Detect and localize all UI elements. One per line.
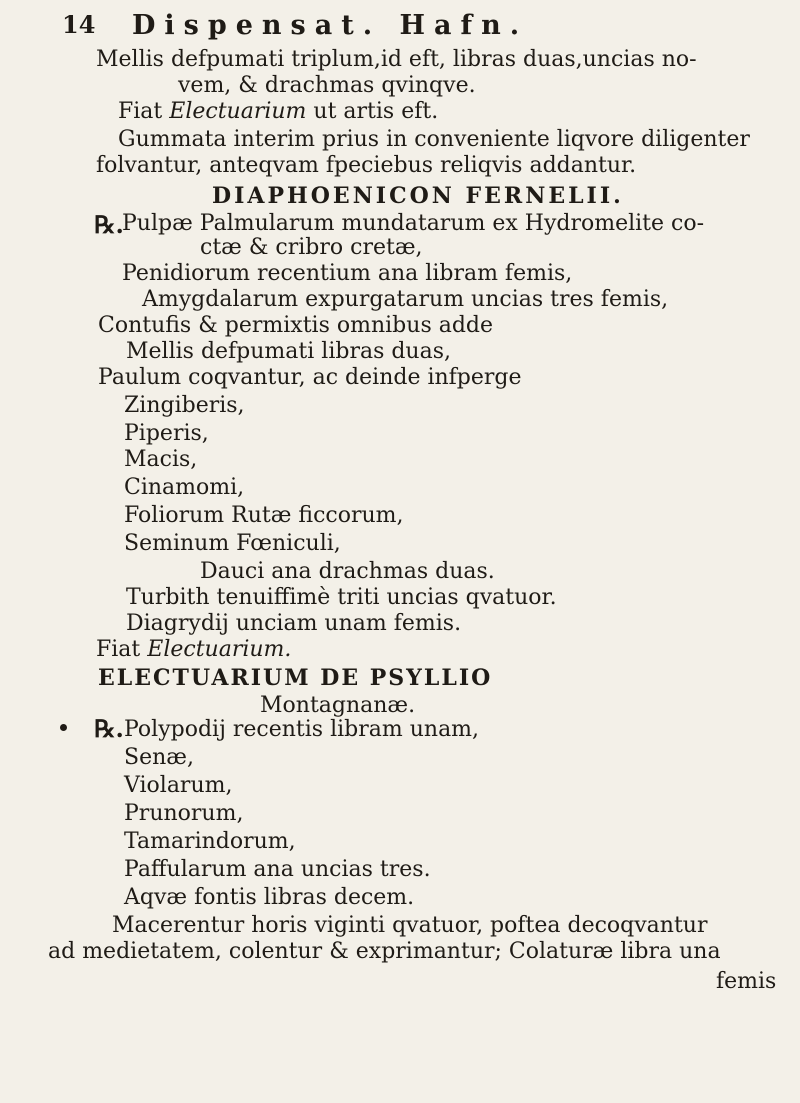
folio-number: 14 — [62, 10, 96, 39]
recipe-heading: DIAPHOENICON FERNELII. — [212, 183, 624, 209]
text-line: Foliorum Rutæ ficcorum, — [124, 503, 404, 528]
text-line: Turbith tenuiffimè triti uncias qvatuor. — [126, 585, 557, 610]
fiat-word: Fiat — [96, 637, 141, 662]
text-line — [96, 636, 291, 664]
text-line: Prunorum, — [124, 801, 244, 826]
fiat-word: Fiat — [118, 99, 163, 124]
text-line: Paffularum ana uncias tres. — [124, 857, 431, 882]
fiat-rest: ut artis eft. — [313, 99, 439, 124]
text-line: Polypodij recentis libram unam, — [124, 717, 480, 742]
text-line: Gummata interim prius in conveniente liqvore diligenter — [118, 127, 750, 152]
recipe-sign: ℞. — [94, 714, 124, 743]
text-line: folvantur, anteqvam fpeciebus reliqvis addantur. — [96, 153, 637, 178]
catchword: femis — [716, 969, 777, 994]
recipe-sign: ℞. — [94, 210, 124, 239]
text-line: Violarum, — [124, 773, 233, 798]
text-line: Tamarindorum, — [124, 829, 296, 854]
electuarium-word: Electuarium. — [147, 637, 292, 662]
recipe-subheading: Montagnanæ. — [260, 693, 416, 718]
page-header — [62, 10, 780, 46]
text-line: Penidiorum recentium ana libram femis, — [122, 261, 573, 286]
text-line: Mellis defpumati libras duas, — [126, 339, 452, 364]
text-line: Cinamomi, — [124, 475, 245, 500]
text-line: Mellis defpumati triplum,id eft, libras duas,uncias no- — [96, 47, 697, 72]
text-line: Senæ, — [124, 745, 194, 770]
text-line: Amygdalarum expurgatarum uncias tres femis, — [142, 287, 669, 312]
text-line: Piperis, — [124, 421, 209, 446]
electuarium-word: Electuarium — [169, 99, 307, 124]
running-head: Dispensat. Hafn. — [132, 10, 529, 41]
text-line: Dauci ana drachmas duas. — [200, 559, 495, 584]
text-line: Macis, — [124, 447, 198, 472]
recipe-heading: ELECTUARIUM DE PSYLLIO — [98, 665, 493, 691]
text-line: Macerentur horis viginti qvatuor, poftea decoqvantur — [112, 913, 708, 938]
text-line: Pulpæ Palmularum mundatarum ex Hydromelite co- — [122, 211, 705, 236]
text-line: Diagrydij unciam unam femis. — [126, 611, 462, 636]
text-line: vem, & drachmas qvinqve. — [178, 73, 476, 98]
text-line: ad medietatem, colentur & exprimantur; Colaturæ libra una — [48, 939, 721, 964]
text-line: Paulum coqvantur, ac deinde infperge — [98, 365, 522, 390]
text-line: Aqvæ fontis libras decem. — [124, 885, 415, 910]
text-line: Zingiberis, — [124, 393, 245, 418]
text-line: ctæ & cribro cretæ, — [200, 235, 423, 260]
printed-dot — [60, 724, 67, 731]
text-line: Contufis & permixtis omnibus adde — [98, 313, 494, 338]
text-line: Seminum Fœniculi, — [124, 531, 341, 556]
text-line — [118, 98, 438, 126]
